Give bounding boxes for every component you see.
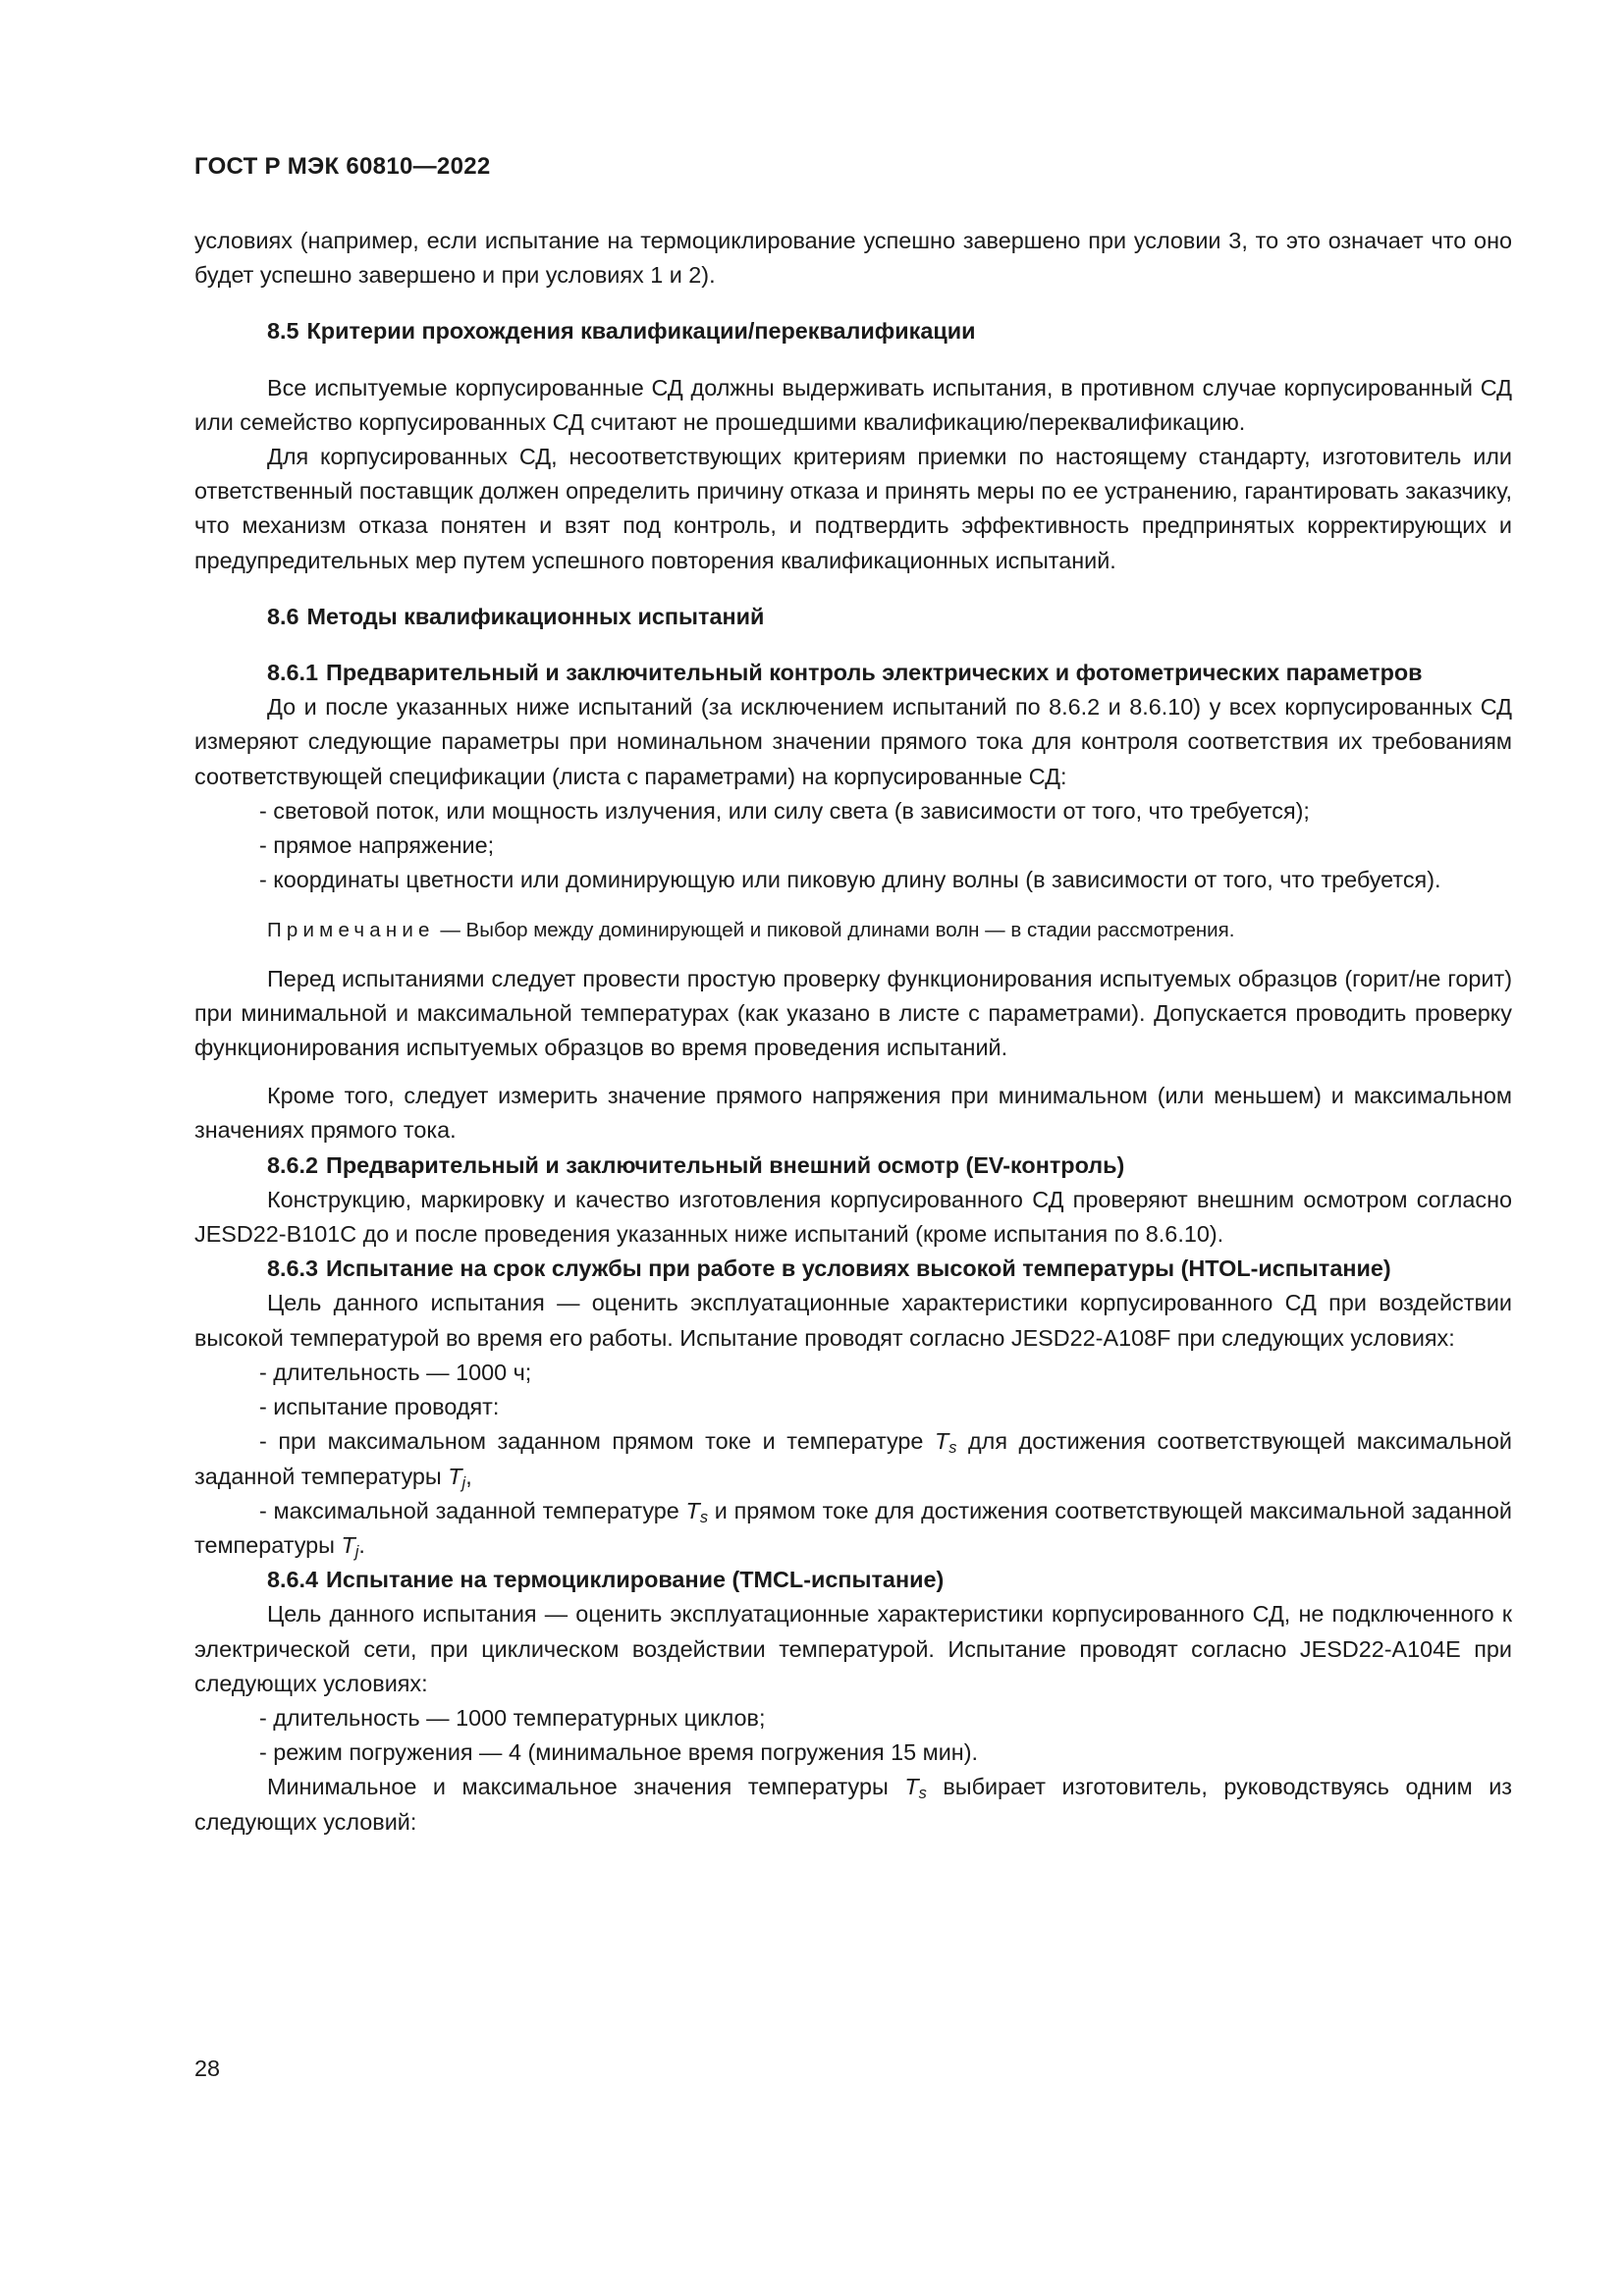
section-heading-8-6-3 <box>194 1252 1512 1286</box>
paragraph-text: Минимальное и максимальное значения температуры <box>267 1774 905 1800</box>
list-item-text: - максимальной заданной температуре <box>259 1497 686 1523</box>
section-title: Критерии прохождения квалификации/переквалификации <box>306 318 976 345</box>
paragraph: условиях (например, если испытание на термоциклирование успешно завершено при условии 3, то это означает что оно будет успешно завершено и при условиях 1 и 2). <box>194 228 1512 289</box>
document-body <box>194 224 1512 1840</box>
subscript-s: s <box>918 1785 927 1803</box>
list-item-text: . <box>358 1531 365 1558</box>
section-number: 8.6.2 <box>267 1151 319 1178</box>
symbol-T: T <box>904 1774 919 1800</box>
list-item-text: и прямом токе для достижения соответствующей максимальной заданной температуры <box>194 1497 1512 1558</box>
subscript-s: s <box>948 1439 957 1458</box>
symbol-T: T <box>341 1531 355 1558</box>
list-item: - длительность — 1000 температурных циклов; <box>259 1704 766 1731</box>
section-number: 8.6 <box>267 603 299 629</box>
subscript-s: s <box>699 1508 709 1526</box>
section-number: 8.6.3 <box>267 1255 319 1282</box>
paragraph: Все испытуемые корпусированные СД должны выдерживать испытания, в противном случае корпусированный СД или семейство корпусированных СД считают не прошедшими квалификацию/переквалификацию. <box>194 374 1512 435</box>
note-label: Примечание <box>267 919 435 942</box>
section-heading-8-6 <box>194 600 1512 634</box>
section-number: 8.6.4 <box>267 1567 319 1593</box>
paragraph: Цель данного испытания — оценить эксплуатационные характеристики корпусированного СД, не подключенного к электрической сети, при циклическом воздействии температурой. Испытание проводят согласно JESD22-A104E при следующих условиях: <box>194 1601 1512 1696</box>
section-title: Предварительный и заключительный контроль электрических и фотометрических параметров <box>326 660 1423 686</box>
symbol-T: T <box>685 1497 700 1523</box>
section-number: 8.6.1 <box>267 660 319 686</box>
page-number: 28 <box>194 2056 221 2081</box>
list-item-text: для достижения соответствующей максимальной заданной температуры <box>194 1428 1512 1489</box>
paragraph: Для корпусированных СД, несоответствующих критериям приемки по настоящему стандарту, изготовитель или ответственный поставщик должен определить причину отказа и принять меры по ее устранению, гарантировать заказчику, что механизм отказа понятен и взят под контроль, и подтвердить эффективность предпринятых корректирующих и предупредительных мер путем успешного повторения квалификационных испытаний. <box>194 444 1512 573</box>
list-item: - координаты цветности или доминирующую или пиковую длину волны (в зависимости от того, что требуется). <box>259 867 1441 893</box>
section-title: Испытание на срок службы при работе в условиях высокой температуры (HTOL-испытание) <box>326 1255 1391 1282</box>
section-heading-8-6-2 <box>194 1148 1512 1183</box>
note-text: — Выбор между доминирующей и пиковой длинами волн — в стадии рассмотрения. <box>434 919 1235 942</box>
list-item: - длительность — 1000 ч; <box>259 1359 532 1385</box>
paragraph: Перед испытаниями следует провести простую проверку функционирования испытуемых образцов (горит/не горит) при минимальной и максимальной температурах (как указано в листе с параметрами). Допускается проводить проверку функционирования испытуемых образцов во время проведения испытаний. <box>194 965 1512 1061</box>
section-heading-8-6-1 <box>194 656 1512 690</box>
list-item: - режим погружения — 4 (минимальное время погружения 15 мин). <box>259 1739 978 1766</box>
list-item: - световой поток, или мощность излучения, или силу света (в зависимости от того, что требуется); <box>259 797 1310 824</box>
section-number: 8.5 <box>267 318 299 345</box>
paragraph <box>194 1770 1512 1839</box>
subscript-j: j <box>354 1542 359 1561</box>
list-item: - испытание проводят: <box>259 1394 500 1420</box>
list-item: - прямое напряжение; <box>259 832 495 859</box>
paragraph-text: выбирает изготовитель, руководствуясь одним из следующих условий: <box>194 1774 1512 1835</box>
symbol-T: T <box>448 1463 462 1489</box>
paragraph: До и после указанных ниже испытаний (за исключением испытаний по 8.6.2 и 8.6.10) у всех корпусированных СД измеряют следующие параметры при номинальном значении прямого тока для контроля соответствия их требованиям соответствующей спецификации (листа с параметрами) на корпусированные СД: <box>194 694 1512 789</box>
paragraph: Конструкцию, маркировку и качество изготовления корпусированного СД проверяют внешним осмотром согласно JESD22-B101C до и после проведения указанных ниже испытаний (кроме испытания по 8.6.10). <box>194 1186 1512 1248</box>
section-heading-8-6-4 <box>194 1563 1512 1597</box>
symbol-T: T <box>934 1428 949 1455</box>
section-title: Предварительный и заключительный внешний осмотр (EV-контроль) <box>326 1151 1125 1178</box>
list-item-text: - при максимальном заданном прямом токе и температуре <box>259 1428 935 1455</box>
section-heading-8-5 <box>194 314 1512 348</box>
paragraph: Кроме того, следует измерить значение прямого напряжения при минимальном (или меньшем) и максимальном значениях прямого тока. <box>194 1083 1512 1144</box>
note <box>194 913 1512 947</box>
list-item <box>194 1494 1512 1563</box>
paragraph: Цель данного испытания — оценить эксплуатационные характеристики корпусированного СД при воздействии высокой температурой во время его работы. Испытание проводят согласно JESD22-A108F при следующих условиях: <box>194 1290 1512 1351</box>
subscript-j: j <box>461 1473 466 1492</box>
section-title: Методы квалификационных испытаний <box>306 603 765 629</box>
document-header: ГОСТ Р МЭК 60810—2022 <box>194 153 491 180</box>
list-item <box>194 1424 1512 1493</box>
list-item-text: , <box>465 1463 472 1489</box>
section-title: Испытание на термоциклирование (TMCL-испытание) <box>326 1567 945 1593</box>
